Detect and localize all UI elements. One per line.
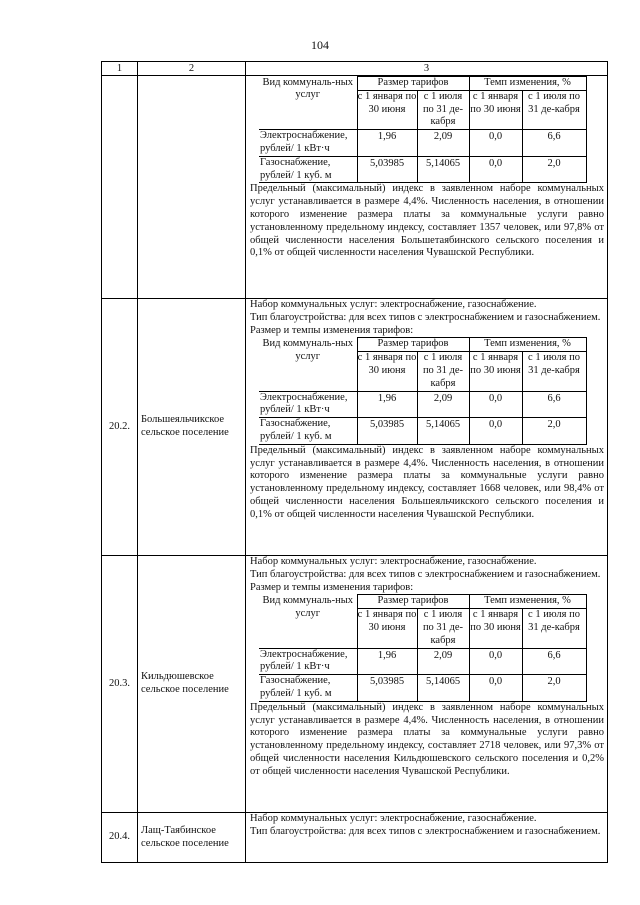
- tariff-value: 1,96: [357, 648, 417, 675]
- tariff-header-rate: Темп изменения, %: [469, 77, 586, 91]
- row-index: 20.2.: [102, 299, 138, 556]
- tariff-row-label: Электроснабжение, рублей/ 1 кВт·ч: [259, 648, 357, 675]
- tariff-period-4: с 1 июля по 31 де-кабря: [522, 90, 586, 129]
- settlement-name: Лащ-Таябинское сельское поселение: [138, 813, 246, 863]
- tariff-period-4: с 1 июля по 31 де-кабря: [522, 352, 586, 391]
- tariffs-label: Размер и темпы изменения тарифов:: [250, 581, 414, 593]
- page-number: 104: [311, 38, 329, 52]
- tariff-header-rate: Темп изменения, %: [469, 595, 586, 609]
- index-paragraph: Предельный (максимальный) индекс в заявленном наборе коммунальных услуг устанавливается в размере 4,4%. Численность населения, в отношении которого изменение размера платы за коммунальные услуги равно установленному предельному индексу, составляет 1668 человек, или 98,4% от общей численности населения Большеяльчикского сельского поселения и 0,1% от общей численности населения Чувашской Республики.: [250, 444, 604, 520]
- tariff-value: 1,96: [357, 130, 417, 157]
- rate-value: 2,0: [522, 675, 586, 702]
- rate-value: 0,0: [469, 648, 522, 675]
- tariff-row-label: Газоснабжение, рублей/ 1 куб. м: [259, 418, 357, 445]
- tariff-value: 1,96: [357, 391, 417, 418]
- tariff-period-4: с 1 июля по 31 де-кабря: [522, 609, 586, 648]
- tariff-value: 2,09: [417, 130, 469, 157]
- row-index: 20.3.: [102, 556, 138, 813]
- column-1-header: 1: [102, 62, 138, 76]
- tariff-header-service: Вид коммуналь-ных услуг: [259, 77, 357, 130]
- rate-value: 0,0: [469, 418, 522, 445]
- amenity-text: Тип благоустройства: для всех типов с электроснабжением и газоснабжением.: [250, 568, 601, 580]
- row-content: [246, 76, 608, 299]
- rate-value: 6,6: [522, 648, 586, 675]
- services-text: Набор коммунальных услуг: электроснабжение, газоснабжение.: [250, 299, 537, 310]
- rate-value: 2,0: [522, 418, 586, 445]
- rate-value: 0,0: [469, 130, 522, 157]
- tariff-table: [259, 594, 587, 701]
- tariff-period-3: с 1 января по 30 июня: [469, 352, 522, 391]
- tariff-value: 2,09: [417, 391, 469, 418]
- rate-value: 0,0: [469, 675, 522, 702]
- tariff-period-1: с 1 января по 30 июня: [357, 609, 417, 648]
- rate-value: 0,0: [469, 156, 522, 183]
- amenity-text: Тип благоустройства: для всех типов с электроснабжением и газоснабжением.: [250, 825, 601, 837]
- tariff-row-label: Газоснабжение, рублей/ 1 куб. м: [259, 156, 357, 183]
- tariff-header-service: Вид коммуналь-ных услуг: [259, 595, 357, 648]
- tariff-period-2: с 1 июля по 31 де-кабря: [417, 90, 469, 129]
- rate-value: 6,6: [522, 130, 586, 157]
- tariff-header-size: Размер тарифов: [357, 595, 469, 609]
- index-paragraph: Предельный (максимальный) индекс в заявленном наборе коммунальных услуг устанавливается в размере 4,4%. Численность населения, в отношении которого изменение размера платы за коммунальные услуги равно установленному предельному индексу, составляет 2718 человек, или 97,3% от общей численности населения Кильдюшевского сельского поселения и 0,2% от общей численности населения Чувашской Республики.: [250, 701, 604, 777]
- tariff-period-3: с 1 января по 30 июня: [469, 90, 522, 129]
- services-text: Набор коммунальных услуг: электроснабжение, газоснабжение.: [250, 556, 537, 567]
- services-text: Набор коммунальных услуг: электроснабжение, газоснабжение.: [250, 813, 537, 824]
- rate-value: 2,0: [522, 156, 586, 183]
- tariff-table: [259, 76, 587, 183]
- table-row: [102, 813, 608, 863]
- amenity-text: Тип благоустройства: для всех типов с электроснабжением и газоснабжением.: [250, 311, 601, 323]
- tariff-row-label: Электроснабжение, рублей/ 1 кВт·ч: [259, 130, 357, 157]
- tariff-header-size: Размер тарифов: [357, 338, 469, 352]
- row-index: 20.4.: [102, 813, 138, 863]
- tariff-row-label: Газоснабжение, рублей/ 1 куб. м: [259, 675, 357, 702]
- tariff-period-1: с 1 января по 30 июня: [357, 352, 417, 391]
- tariff-value: 5,14065: [417, 418, 469, 445]
- tariff-header-size: Размер тарифов: [357, 77, 469, 91]
- tariff-period-2: с 1 июля по 31 де-кабря: [417, 609, 469, 648]
- main-table: [101, 61, 608, 863]
- table-row: [102, 556, 608, 813]
- tariff-row-label: Электроснабжение, рублей/ 1 кВт·ч: [259, 391, 357, 418]
- row-index: [102, 76, 138, 299]
- tariffs-label: Размер и темпы изменения тарифов:: [250, 324, 414, 336]
- tariff-table: [259, 337, 587, 444]
- column-number-row: [102, 62, 608, 76]
- tariff-period-1: с 1 января по 30 июня: [357, 90, 417, 129]
- tariff-value: 2,09: [417, 648, 469, 675]
- settlement-name: Кильдюшевское сельское поселение: [138, 556, 246, 813]
- column-3-header: 3: [246, 62, 608, 76]
- row-content: [246, 299, 608, 556]
- rate-value: 0,0: [469, 391, 522, 418]
- rate-value: 6,6: [522, 391, 586, 418]
- table-row: [102, 76, 608, 299]
- row-content: [246, 556, 608, 813]
- tariff-value: 5,03985: [357, 675, 417, 702]
- tariff-period-2: с 1 июля по 31 де-кабря: [417, 352, 469, 391]
- column-2-header: 2: [138, 62, 246, 76]
- settlement-name: Большеяльчикское сельское поселение: [138, 299, 246, 556]
- tariff-value: 5,14065: [417, 156, 469, 183]
- tariff-header-rate: Темп изменения, %: [469, 338, 586, 352]
- row-content: [246, 813, 608, 863]
- table-row: [102, 299, 608, 556]
- tariff-value: 5,03985: [357, 418, 417, 445]
- index-paragraph: Предельный (максимальный) индекс в заявленном наборе коммунальных услуг устанавливается в размере 4,4%. Численность населения, в отношении которого изменение размера платы за коммунальные услуги равно установленному предельному индексу, составляет 1357 человек, или 97,8% от общей численности населения Большетаябинского сельского поселения и 0,1% от общей численности населения Чувашской Республики.: [250, 183, 604, 259]
- tariff-value: 5,03985: [357, 156, 417, 183]
- tariff-value: 5,14065: [417, 675, 469, 702]
- tariff-period-3: с 1 января по 30 июня: [469, 609, 522, 648]
- tariff-header-service: Вид коммуналь-ных услуг: [259, 338, 357, 391]
- settlement-name: [138, 76, 246, 299]
